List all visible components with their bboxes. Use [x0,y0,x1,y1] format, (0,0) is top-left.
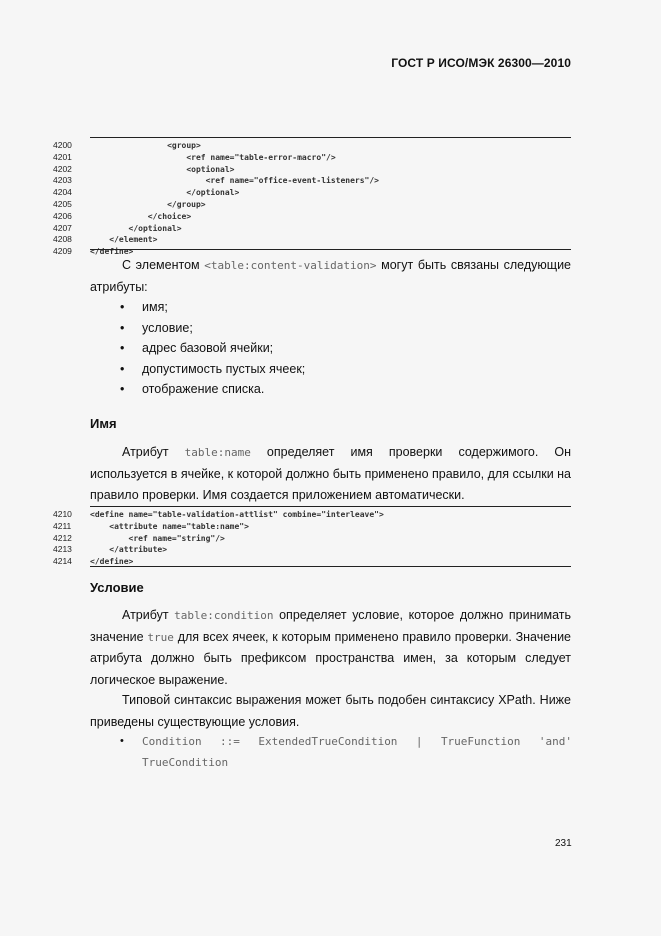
line-number: 4206 [53,210,72,221]
section-heading-condition: Условие [90,580,144,595]
code-listing-1 [0,140,661,258]
condition-paragraph-1: Атрибут table:condition определяет условие, которое должно принимать значение true для всех ячеек, к которым применено правило проверки. Значение атрибута должно быть префиксом пространства имен, за которым следует логическое выражение. [90,608,572,687]
section-heading-name: Имя [90,416,117,431]
grammar-token: 'and' [538,735,572,748]
line-number: 4209 [53,246,72,257]
code-line [0,211,661,223]
bullet-dot: • [120,320,125,335]
grammar-token: ExtendedTrueCondition [258,735,398,748]
attr-table-name: table:name [184,446,251,459]
bullet-dot: • [120,300,125,314]
grammar-token: TrueFunction [440,735,521,748]
bullet-dot: • [120,382,125,396]
page-number: 231 [555,838,572,849]
line-number: 4207 [53,222,72,233]
code-text: </group> [90,199,206,209]
page-header: ГОСТ Р ИСО/МЭК 26300—2010 [391,56,571,70]
line-number: 4210 [53,509,72,519]
code-text: </optional> [90,223,182,233]
code-text: </attribute> [90,545,168,555]
code-line [0,234,661,246]
code-line [0,175,661,187]
code-line [0,223,661,235]
code-text: <define name="table-validation-attlist" combine="interleave"> [90,510,384,519]
bullet-dot: • [120,341,125,355]
line-number: 4214 [53,556,72,567]
bullet-dot: • [120,735,124,747]
code-listing-2 [0,509,661,568]
code-text: <ref name="string"/> [90,533,225,543]
list-item-text: условие; [142,320,193,335]
line-number: 4203 [53,175,72,186]
name-paragraph: Атрибут table:name определяет имя проверки содержимого. Он используется в ячейке, к которой должно быть применено правило, для ссылки на правило проверки. Имя создается приложением автоматически. [90,445,572,502]
code-line [0,533,661,545]
code-line [0,152,661,164]
code-text: </element> [90,235,158,245]
element-name: <table:content-validation> [204,259,377,272]
line-number: 4208 [53,234,72,245]
value-true: true [147,630,174,644]
line-number: 4202 [53,163,72,174]
code-bottom-rule [90,249,571,250]
code-text: </optional> [90,188,240,198]
line-number: 4200 [53,140,72,150]
code-top-rule-2 [90,506,571,507]
intro-paragraph: С элементом <table:content-validation> могут быть связаны следующие атрибуты: [90,258,571,294]
code-line [0,199,661,211]
code-line [0,140,661,152]
code-text: </choice> [90,211,192,221]
code-line [0,164,661,176]
attr-table-condition: table:condition [174,609,274,622]
code-text: <group> [90,141,201,150]
grammar-line-1 [142,731,572,752]
code-top-rule [90,137,571,138]
code-bottom-rule-2 [90,566,571,567]
line-number: 4205 [53,198,72,209]
line-number: 4201 [53,151,72,162]
code-text: <attribute name="table:name"> [90,521,249,531]
grammar-token: Condition [142,735,202,748]
code-line [0,187,661,199]
code-text: <optional> [90,164,235,174]
grammar-line-2: TrueCondition [142,756,229,769]
line-number: 4211 [53,520,72,531]
grammar-token: ::= [220,735,240,748]
line-number: 4204 [53,187,72,198]
code-line [0,509,661,521]
code-text: <ref name="office-event-listeners"/> [90,176,379,186]
grammar-token: | [415,735,423,748]
code-text: </define> [90,247,134,257]
code-line [0,544,661,556]
list-item-text: адрес базовой ячейки; [142,341,274,355]
list-item-text: имя; [142,300,168,314]
line-number: 4213 [53,544,72,555]
line-number: 4212 [53,532,72,543]
list-item-text: отображение списка. [142,382,265,396]
code-text: <ref name="table-error-macro"/> [90,152,336,162]
bullet-dot: • [120,361,125,376]
list-item-text: допустимость пустых ячеек; [142,361,306,376]
code-line [0,521,661,533]
condition-paragraph-2: Типовой синтаксис выражения может быть подобен синтаксису XPath. Ниже приведены существующие условия. [90,693,571,729]
code-text: </define> [90,557,134,567]
